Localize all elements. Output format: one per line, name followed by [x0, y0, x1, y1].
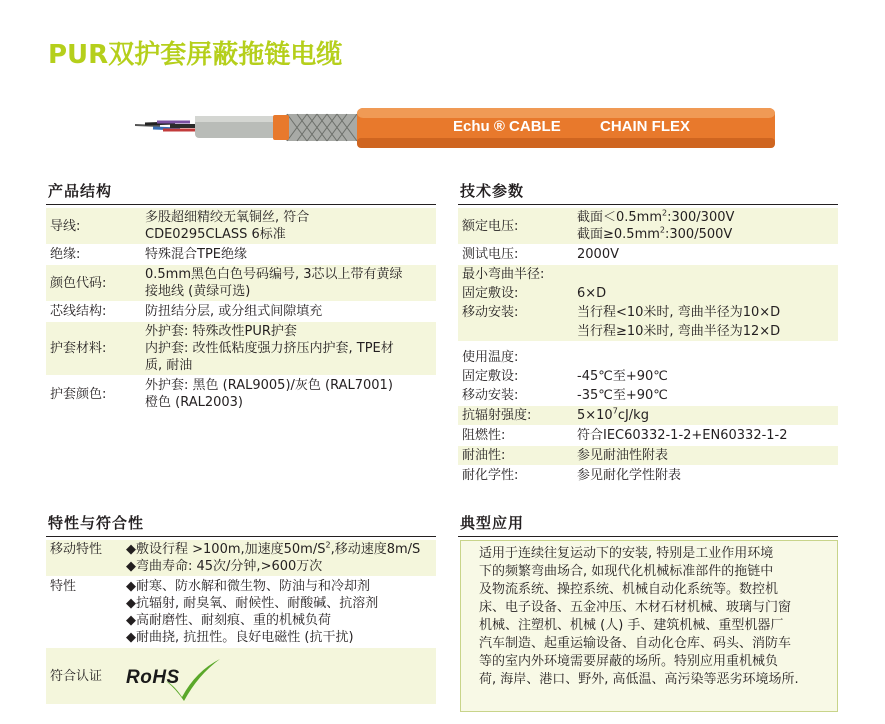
row-key: 特性 [50, 579, 77, 594]
row-key: 最小弯曲半径: [462, 267, 545, 282]
page-title: PUR双护套屏蔽拖链电缆 [48, 40, 343, 70]
tech-row-rated-voltage [458, 208, 838, 245]
row-value [141, 376, 397, 412]
checkmark-icon [162, 657, 222, 703]
features-heading: 特性与符合性 [48, 514, 145, 532]
row-value [122, 648, 226, 704]
row-key: 颜色代码: [50, 275, 107, 291]
structure-row-jacket-color [46, 376, 436, 413]
row-value-line: 接地线 (黄绿可选) [145, 284, 251, 299]
row-value-line: 多股超细精绞无氧铜丝, 符合 [145, 210, 310, 225]
row-value [122, 577, 382, 647]
row-value-line [577, 226, 734, 243]
row-value: 6×D [577, 286, 607, 301]
row-value: -35℃至+90℃ [577, 388, 668, 403]
row-value-line: 内护套: 改性低粘度强力挤压内护套, TPE材 [145, 341, 394, 356]
row-value-line: 特殊混合TPE绝缘 [145, 247, 247, 262]
row-key: 移动安装: [462, 388, 519, 403]
row-value: -45℃至+90℃ [577, 369, 668, 384]
row-value [141, 245, 251, 264]
value-text: ◆敷设行程 >100m,加速度50m/S [126, 542, 326, 557]
applications-line: 下的频繁弯曲场合, 如现代化机械标准部件的拖链中 [479, 564, 774, 579]
features-row-properties [46, 577, 436, 648]
row-key: 护套材料: [50, 341, 107, 356]
value-text: :300/300V [667, 210, 735, 225]
tech-row-chemical [458, 466, 838, 486]
row-value-line: 外护套: 特殊改性PUR护套 [145, 324, 297, 339]
row-key: 导线: [50, 218, 81, 234]
cable-brand-label: Echu ® CABLE [453, 118, 561, 135]
row-value: 参见耐油性附表 [577, 448, 669, 463]
cable-wires [135, 122, 200, 130]
applications-line: 汽车制造、起重运输设备、自动化仓库、码头、消防车 [479, 636, 792, 651]
applications-box [460, 540, 838, 712]
row-value [141, 322, 398, 375]
row-value-line: ◆耐曲挠, 抗扭性。良好电磁性 (抗干扰) [126, 630, 354, 645]
value-text: 截面≥0.5mm [577, 227, 660, 242]
tech-heading: 技术参数 [460, 182, 525, 200]
features-row-certification [46, 648, 436, 705]
value-text: :300/500V [665, 227, 733, 242]
row-value [573, 406, 653, 425]
row-value: 当行程<10米时, 弯曲半径为10×D [577, 305, 781, 320]
applications-line: 机械、注塑机、机械 (人) 手、建筑机械、重型机器厂 [479, 618, 784, 633]
row-key-empty [458, 322, 573, 341]
row-key: 符合认证 [50, 668, 103, 684]
row-value-line: CDE0295CLASS 6标准 [145, 227, 286, 242]
row-value-line: ◆高耐磨性、耐刻痕、重的机械负荷 [126, 613, 331, 628]
applications-line: 适用于连续往复运动下的安装, 特别是工业作用环境 [479, 546, 774, 561]
structure-row-jacket-material [46, 322, 436, 376]
applications-line: 等的室内外环境需要屏蔽的场所。特别应用重机械负 [479, 654, 779, 669]
applications-line: 床、电子设备、五金冲压、木材石材机械、玻璃与门窗 [479, 600, 792, 615]
tech-row-flame [458, 426, 838, 446]
features-row-motion [46, 540, 436, 577]
row-value-line: 0.5mm黑色白色号码编号, 3芯以上带有黄绿 [145, 267, 403, 282]
features-table [46, 540, 436, 705]
row-value: 当行程≥10米时, 弯曲半径为12×D [577, 324, 781, 339]
value-text: 截面＜0.5mm [577, 210, 663, 225]
row-key: 抗辐射强度: [462, 408, 532, 423]
applications-heading: 典型应用 [460, 514, 525, 532]
row-value [141, 302, 326, 321]
structure-row-core [46, 302, 436, 322]
row-value [573, 208, 738, 244]
rohs-logo [126, 651, 222, 703]
row-value-line: ◆抗辐射, 耐臭氧、耐候性、耐酸碱、抗溶剂 [126, 596, 379, 611]
row-value [141, 265, 407, 301]
applications-divider [458, 536, 838, 537]
applications-line: 荷, 海岸、港口、野外, 高低温、高污染等恶劣环境场所. [479, 672, 799, 687]
tech-row-bend-radius [458, 265, 838, 342]
structure-row-insulation [46, 245, 436, 265]
structure-row-color-code [46, 265, 436, 302]
tech-row-oil [458, 446, 838, 466]
structure-table [46, 208, 436, 413]
row-value [141, 208, 313, 244]
row-value-line: ◆耐寒、防水解和微生物、防油与和冷却剂 [126, 579, 370, 594]
value-text: cJ/kg [617, 408, 649, 423]
row-value-line: 橙色 (RAL2003) [145, 395, 244, 410]
row-key: 移动特性 [50, 542, 103, 557]
structure-heading: 产品结构 [48, 182, 113, 200]
row-key: 额定电压: [462, 218, 519, 234]
row-value-line: 外护套: 黑色 (RAL9005)/灰色 (RAL7001) [145, 378, 393, 393]
row-value-line: ◆弯曲寿命: 45次/分钟,>600万次 [126, 559, 323, 574]
value-sup: 7 [612, 406, 618, 416]
tech-divider [458, 204, 838, 205]
value-sup: 2 [325, 540, 331, 550]
row-key: 固定敷设: [462, 369, 519, 384]
row-key: 阻燃性: [462, 428, 506, 443]
value-sup: 2 [662, 208, 668, 218]
applications-line: 及物流系统、操控系统、机械自动化系统等。数控机 [479, 582, 779, 597]
rohs-text: RoHS [126, 666, 180, 688]
value-sup: 2 [659, 225, 665, 235]
row-value: 2000V [577, 247, 619, 262]
tech-row-test-voltage [458, 245, 838, 265]
features-divider [46, 536, 436, 537]
row-value-line [126, 541, 420, 558]
tech-row-temperature [458, 348, 838, 406]
cable-series-label: CHAIN FLEX [600, 118, 690, 135]
structure-row-conductor [46, 208, 436, 245]
row-key: 护套颜色: [50, 386, 107, 402]
row-value-line: 防扭结分层, 或分组式间隙填充 [145, 304, 323, 319]
row-key: 芯线结构: [50, 304, 107, 319]
value-text: 5×10 [577, 408, 613, 423]
row-key: 测试电压: [462, 247, 519, 262]
row-value: 符合IEC60332-1-2+EN60332-1-2 [577, 428, 788, 443]
row-value-line: 质, 耐油 [145, 358, 193, 373]
value-text: ,移动速度8m/S [330, 542, 421, 557]
row-value-line [577, 209, 734, 226]
structure-divider [46, 204, 436, 205]
row-value: 参见耐化学性附表 [577, 468, 682, 483]
row-key: 固定敷设: [462, 286, 519, 301]
tech-table [458, 208, 838, 486]
row-key: 绝缘: [50, 247, 81, 262]
row-key: 移动安装: [462, 305, 519, 320]
row-value [122, 540, 424, 576]
row-key: 耐油性: [462, 448, 506, 463]
row-key: 使用温度: [462, 350, 519, 365]
tech-row-radiation [458, 406, 838, 426]
row-key: 耐化学性: [462, 468, 519, 483]
